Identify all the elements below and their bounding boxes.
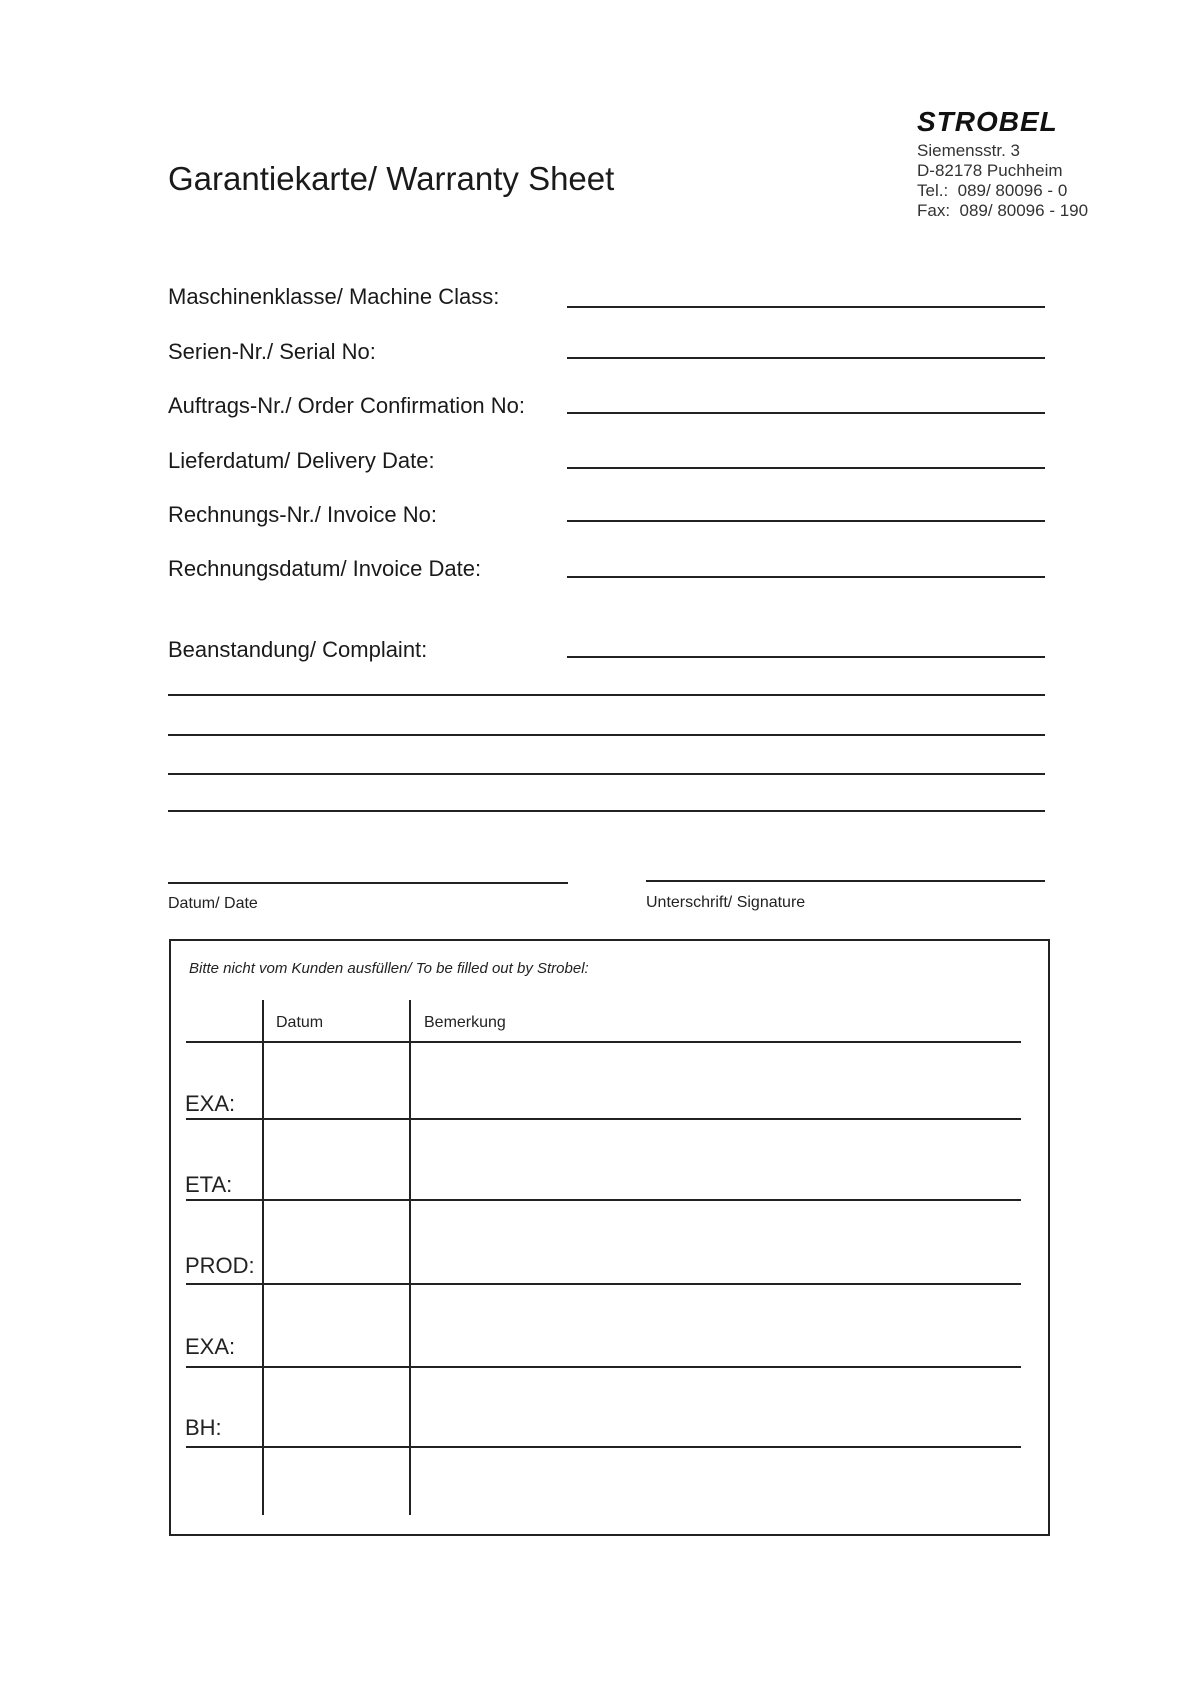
field-line-machine-class[interactable] bbox=[567, 306, 1045, 308]
address-street: Siemensstr. 3 bbox=[917, 141, 1020, 160]
signature-label: Unterschrift/ Signature bbox=[646, 894, 806, 911]
address-fax: Fax: 089/ 80096 - 190 bbox=[917, 201, 1089, 220]
field-line-order-no[interactable] bbox=[567, 412, 1045, 414]
column-header-bemerkung: Bemerkung bbox=[424, 1014, 506, 1031]
complaint-line-3[interactable] bbox=[168, 734, 1045, 736]
field-label-order-no: Auftrags-Nr./ Order Confirmation No: bbox=[168, 393, 526, 418]
column-header-datum: Datum bbox=[276, 1014, 324, 1031]
strobel-logo: STROBEL bbox=[917, 106, 1058, 137]
row-divider-5 bbox=[186, 1446, 1021, 1448]
header-divider bbox=[186, 1041, 1021, 1043]
field-label-delivery-date: Lieferdatum/ Delivery Date: bbox=[168, 448, 435, 473]
complaint-line-2[interactable] bbox=[168, 694, 1045, 696]
row-label-eta: ETA: bbox=[185, 1172, 233, 1197]
complaint-line-4[interactable] bbox=[168, 773, 1045, 775]
row-label-exa-1: EXA: bbox=[185, 1091, 236, 1116]
complaint-line-1[interactable] bbox=[567, 656, 1045, 658]
row-divider-2 bbox=[186, 1199, 1021, 1201]
column-divider-2 bbox=[409, 1000, 411, 1515]
row-label-bh: BH: bbox=[185, 1415, 222, 1440]
field-label-invoice-no: Rechnungs-Nr./ Invoice No: bbox=[168, 502, 438, 527]
field-label-serial-no: Serien-Nr./ Serial No: bbox=[168, 339, 376, 364]
field-label-invoice-date: Rechnungsdatum/ Invoice Date: bbox=[168, 556, 482, 581]
field-line-serial-no[interactable] bbox=[567, 357, 1045, 359]
complaint-line-5[interactable] bbox=[168, 810, 1045, 812]
field-label-machine-class: Maschinenklasse/ Machine Class: bbox=[168, 284, 500, 309]
internal-note: Bitte nicht vom Kunden ausfüllen/ To be filled out by Strobel: bbox=[189, 960, 589, 977]
complaint-label: Beanstandung/ Complaint: bbox=[168, 637, 428, 662]
row-label-prod: PROD: bbox=[185, 1253, 255, 1278]
date-label: Datum/ Date bbox=[168, 895, 258, 912]
date-line[interactable] bbox=[168, 882, 568, 884]
row-divider-1 bbox=[186, 1118, 1021, 1120]
field-line-delivery-date[interactable] bbox=[567, 467, 1045, 469]
field-line-invoice-no[interactable] bbox=[567, 520, 1045, 522]
row-divider-4 bbox=[186, 1366, 1021, 1368]
row-label-exa-2: EXA: bbox=[185, 1334, 236, 1359]
field-line-invoice-date[interactable] bbox=[567, 576, 1045, 578]
page-title: Garantiekarte/ Warranty Sheet bbox=[168, 160, 615, 197]
address-tel: Tel.: 089/ 80096 - 0 bbox=[917, 181, 1068, 200]
row-divider-3 bbox=[186, 1283, 1021, 1285]
signature-line[interactable] bbox=[646, 880, 1045, 882]
column-divider-1 bbox=[262, 1000, 264, 1515]
address-city: D-82178 Puchheim bbox=[917, 161, 1063, 180]
